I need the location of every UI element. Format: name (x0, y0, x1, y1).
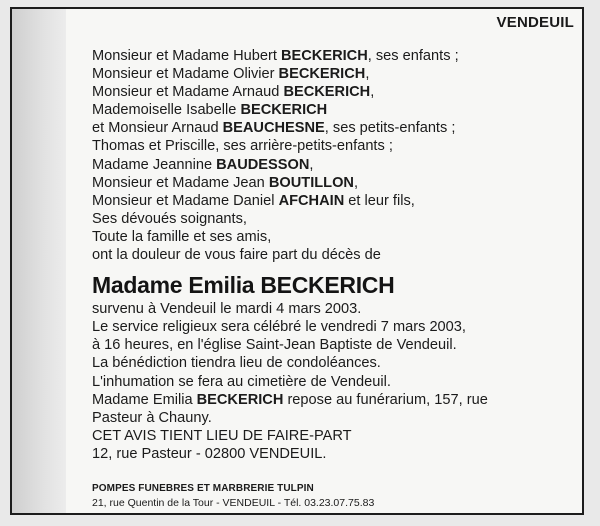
service-details (92, 300, 577, 463)
family-line (92, 174, 577, 192)
detail-line (92, 354, 577, 372)
detail-line (92, 409, 577, 427)
funeral-home-name: POMPES FUNEBRES ET MARBRERIE TULPIN (92, 483, 314, 494)
line-text: , (365, 66, 370, 83)
family-line (92, 119, 577, 137)
detail-line (92, 391, 577, 409)
line-text: , (309, 156, 314, 173)
line-text: survenu à Vendeuil le mardi 4 mars 2003. (92, 301, 362, 318)
line-text: Madame Jeannine (92, 156, 217, 173)
line-text: Ses dévoués soignants, (92, 210, 247, 227)
line-text: ont la douleur de vous faire part du décès de (92, 247, 381, 264)
line-text: , (370, 84, 375, 101)
family-line (92, 83, 577, 101)
line-text: Le service religieux sera célébré le vendredi 7 mars 2003, (92, 319, 466, 336)
detail-line (92, 445, 577, 463)
detail-line (92, 427, 577, 445)
line-text: Toute la famille et ses amis, (92, 228, 272, 245)
notice-body (92, 47, 577, 463)
line-text: et Monsieur Arnaud (92, 120, 223, 137)
line-text: L'inhumation se fera au cimetière de Vendeuil. (92, 373, 391, 390)
line-text: La bénédiction tiendra lieu de condoléances. (92, 355, 381, 372)
line-text: et leur fils, (344, 192, 415, 209)
line-text: Madame Emilia (92, 391, 197, 408)
family-list (92, 47, 577, 264)
line-text: Pasteur à Chauny. (92, 409, 212, 426)
line-text: Monsieur et Madame Arnaud (92, 84, 284, 101)
line-text: Thomas et Priscille, ses arrière-petits-enfants ; (92, 138, 393, 155)
funeral-home-address: 21, rue Quentin de la Tour - VENDEUIL - Tél. 03.23.07.75.83 (92, 497, 375, 509)
line-text: , ses enfants ; (367, 48, 459, 64)
family-line (92, 101, 577, 119)
family-line (92, 228, 577, 246)
surname: BOUTILLON (268, 174, 354, 191)
line-text: , ses petits-enfants ; (324, 120, 456, 137)
family-line (92, 65, 577, 83)
death-notice (10, 7, 584, 515)
family-line (92, 210, 577, 228)
line-text: Monsieur et Madame Daniel (92, 192, 279, 209)
surname: BECKERICH (278, 66, 366, 83)
family-line (92, 137, 577, 155)
notice-town-header: VENDEUIL (496, 14, 574, 31)
line-text: Monsieur et Madame Olivier (92, 66, 279, 83)
line-text: , (353, 174, 359, 191)
surname: BECKERICH (240, 102, 328, 119)
page-gutter-shadow (12, 9, 66, 513)
line-text: 12, rue Pasteur - 02800 VENDEUIL. (92, 445, 327, 462)
detail-line (92, 318, 577, 336)
surname: AFCHAIN (278, 192, 345, 209)
line-text: Monsieur et Madame Jean (92, 174, 269, 191)
detail-line (92, 300, 577, 318)
family-line (92, 246, 577, 264)
family-line (92, 47, 577, 65)
family-line (92, 156, 577, 174)
surname: BECKERICH (281, 48, 368, 64)
line-text: CET AVIS TIENT LIEU DE FAIRE-PART (92, 427, 352, 444)
family-line (92, 192, 577, 210)
detail-line (92, 336, 577, 354)
detail-line (92, 373, 577, 391)
line-text: Monsieur et Madame Hubert (92, 48, 281, 64)
line-text: Mademoiselle Isabelle (92, 102, 241, 119)
surname: BAUDESSON (216, 156, 310, 173)
surname: BECKERICH (283, 84, 371, 101)
line-text: à 16 heures, en l'église Saint-Jean Baptiste de Vendeuil. (92, 337, 457, 354)
deceased-name: Madame Emilia BECKERICH (92, 272, 395, 299)
surname: BEAUCHESNE (222, 120, 325, 137)
funeral-home-footer (92, 482, 374, 511)
line-text: repose au funérarium, 157, rue (283, 391, 488, 408)
surname: BECKERICH (196, 391, 284, 408)
